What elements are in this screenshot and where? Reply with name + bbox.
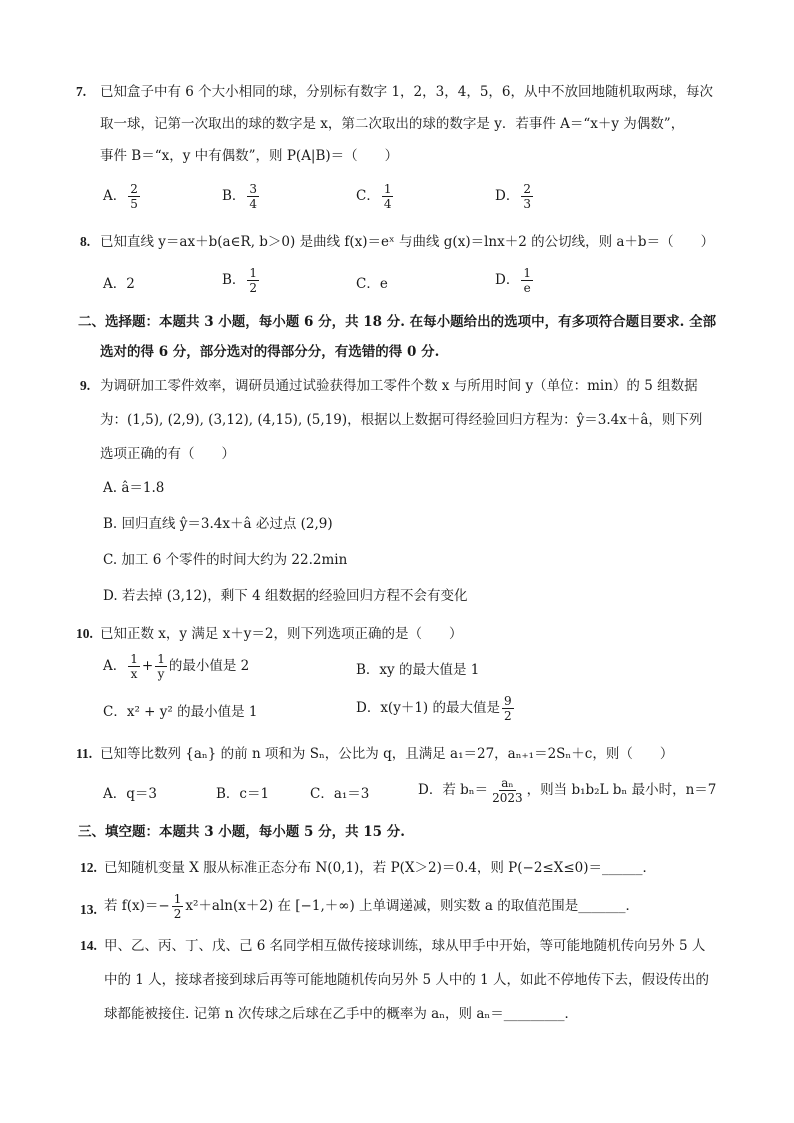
q10-option-a: A． $\frac{1}{x}$ + $\frac{1}{y}$ 的最小值是 2 — [103, 652, 250, 681]
q8-option-d: D． $\frac{1}{e}$ — [495, 266, 531, 295]
q7-option-d: D． $\frac{2}{3}$ — [495, 182, 531, 211]
q9-line2: 为：(1,5), (2,9), (3,12), (4,15), (5,19)，根据以上数据可得经验回归方程为：ŷ＝3.4x＋â，则下列 — [100, 412, 703, 428]
q14-line3: 球都能被接住. 记第 n 次传球之后球在乙手中的概率为 aₙ，则 aₙ＝_________． — [104, 1006, 578, 1022]
q12-number: 12. — [80, 860, 97, 875]
q7-number: 7. — [76, 84, 87, 99]
q11-option-a: A．q＝3 — [103, 786, 157, 802]
q7-option-a: A． $\frac{2}{5}$ — [103, 182, 138, 211]
q10-option-c: C．x² + y² 的最小值是 1 — [103, 704, 258, 720]
q8-number: 8. — [80, 234, 91, 249]
q11-option-d: D．若 bₙ＝ $\frac{\text{aₙ}}{2023}$ ，则当 b₁b₂L bₙ 最小时，n＝7 — [418, 776, 717, 805]
q7-option-b: B． $\frac{3}{4}$ — [222, 182, 258, 211]
q7-option-c: C． $\frac{1}{4}$ — [356, 182, 392, 211]
q10-line1: 已知正数 x，y 满足 x＋y＝2，则下列选项正确的是（ ） — [100, 626, 463, 642]
q10-number: 10. — [76, 626, 93, 641]
q9-line1: 为调研加工零件效率，调研员通过试验获得加工零件个数 x 与所用时间 y（单位：min）的 5 组数据 — [100, 378, 698, 394]
q9-option-d: D. 若去掉 (3,12)，剩下 4 组数据的经验回归方程不会有变化 — [103, 588, 468, 604]
q13-number: 13. — [80, 902, 97, 917]
q9-option-a: A. â＝1.8 — [103, 480, 165, 496]
q7-line3: 事件 B＝“x，y 中有偶数”，则 P(A|B)＝（ ） — [100, 148, 399, 164]
q7-line2: 取一球，记第一次取出的球的数字是 x，第二次取出的球的数字是 y．若事件 A＝“x＋y 为偶数”， — [100, 116, 685, 132]
q11-option-b: B．c＝1 — [216, 786, 270, 802]
q11-number: 11. — [76, 746, 93, 761]
section-2-heading-line2: 选对的得 6 分，部分选对的得部分分，有选错的得 0 分. — [100, 344, 440, 360]
q10-option-b: B．xy 的最大值是 1 — [356, 662, 480, 678]
q9-option-b: B. 回归直线 ŷ＝3.4x＋â 必过点 (2,9) — [103, 516, 333, 532]
q8-option-b: B． $\frac{1}{2}$ — [222, 266, 258, 295]
q10-option-d: D．x(y＋1) 的最大值是 $\frac{9}{2}$ — [356, 694, 512, 723]
section-2-heading: 二、选择题：本题共 3 小题，每小题 6 分，共 18 分. 在每小题给出的选项中，有多项符合题目要求. 全部 — [78, 314, 717, 330]
q9-option-c: C. 加工 6 个零件的时间大约为 22.2min — [103, 552, 348, 568]
q11-line1: 已知等比数列 {aₙ} 的前 n 项和为 Sₙ，公比为 q，且满足 a₁＝27，aₙ₊₁＝2Sₙ＋c，则（ ） — [100, 746, 674, 762]
q14-line1: 甲、乙、丙、丁、戊、己 6 名同学相互做传接球训练，球从甲手中开始，等可能地随机传向另外 5 人 — [104, 938, 706, 954]
q12-line1: 已知随机变量 X 服从标准正态分布 N(0,1)，若 P(X＞2)＝0.4，则 P(−2≤X≤0)＝______． — [104, 860, 657, 876]
q8-line1: 已知直线 y＝ax＋b(a∈R, b＞0) 是曲线 f(x)＝eˣ 与曲线 g(x)＝lnx＋2 的公切线，则 a＋b＝（ ） — [100, 234, 715, 250]
q8-option-a: A．2 — [103, 276, 135, 292]
q11-option-c: C．a₁＝3 — [310, 786, 370, 802]
q14-number: 14. — [80, 938, 97, 953]
section-3-heading: 三、填空题：本题共 3 小题，每小题 5 分，共 15 分. — [78, 824, 405, 840]
q9-line3: 选项正确的有（ ） — [100, 446, 235, 462]
q8-option-c: C．e — [356, 276, 388, 292]
q13-line1: 若 f(x)＝− $\frac{1}{2}$ x²＋aln(x＋2) 在 [−1,＋∞) 上单调递减，则实数 a 的取值范围是_______． — [104, 892, 639, 921]
q9-number: 9. — [80, 378, 91, 393]
q14-line2: 中的 1 人，接球者接到球后再等可能地随机传向另外 5 人中的 1 人，如此不停地传下去，假设传出的 — [104, 972, 710, 988]
q7-line1: 已知盒子中有 6 个大小相同的球，分别标有数字 1，2，3，4，5，6，从中不放回地随机取两球，每次 — [100, 84, 713, 100]
